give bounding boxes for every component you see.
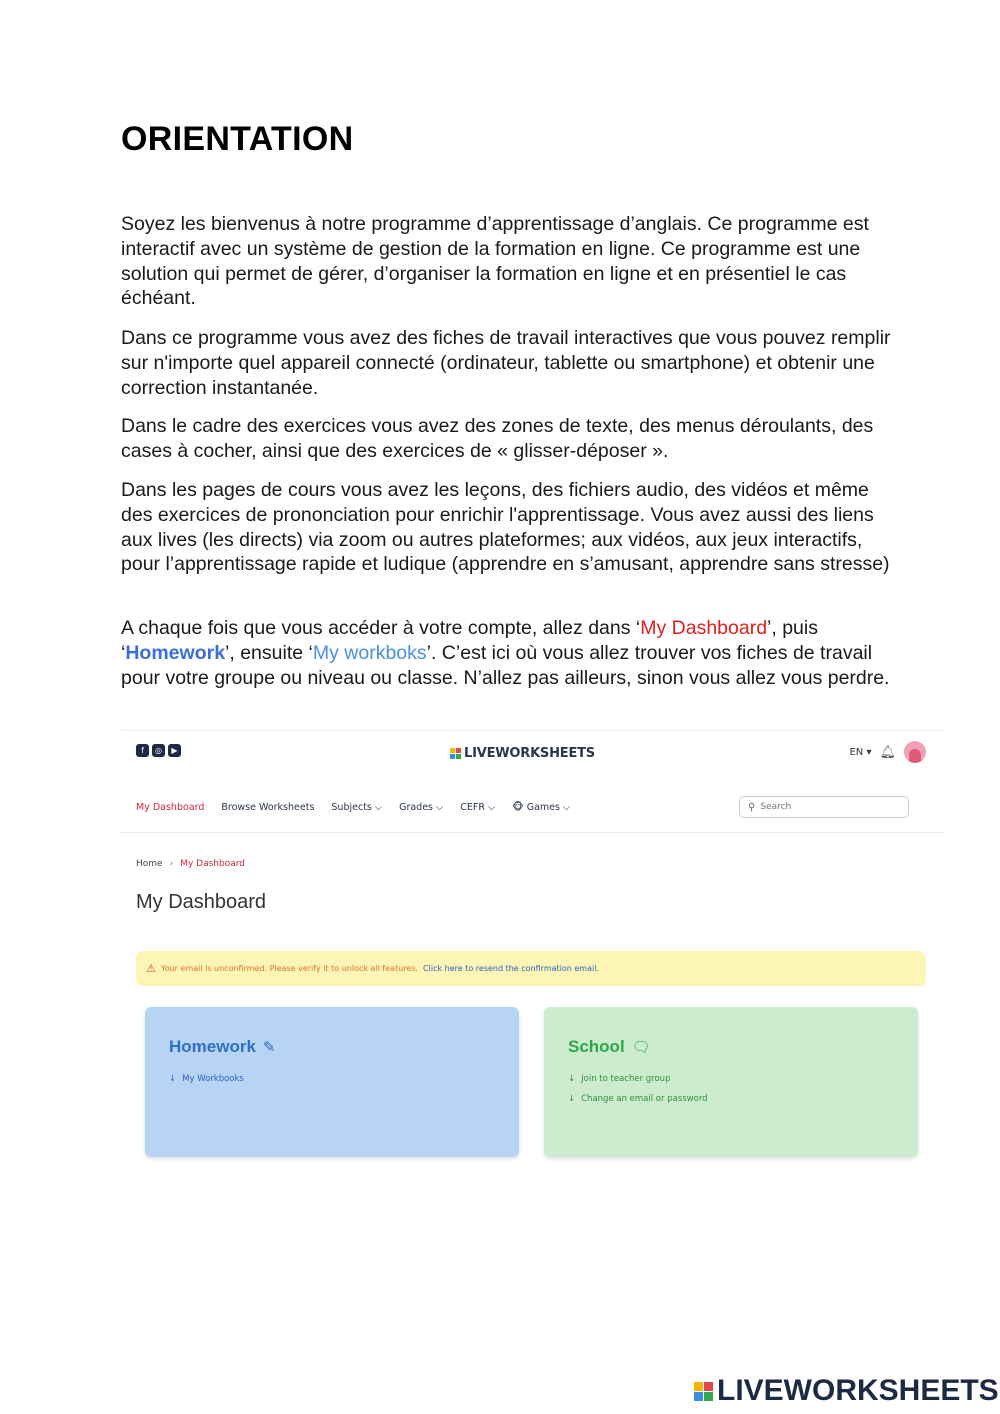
my-workbooks-label: My Workbooks [182, 1074, 244, 1084]
join-teacher-group-label: Join to teacher group [581, 1074, 671, 1084]
footer-logo [694, 1374, 999, 1408]
arrow-down-icon: ↓ [568, 1094, 576, 1104]
page-title: My Dashboard [136, 891, 267, 913]
main-nav [136, 802, 570, 813]
dashboard-screenshot [121, 730, 944, 1171]
school-card [544, 1007, 918, 1157]
instructions-text: ’, puis ‘ [121, 617, 818, 664]
logo-grid-icon [450, 748, 461, 759]
alert-text: Your email is unconfirmed. Please verify it to unlock all features. [160, 964, 419, 973]
facebook-icon[interactable]: f [136, 744, 149, 757]
brand-name: LIVEWORKSHEETS [464, 746, 595, 761]
my-workbooks-mention: My workboks [312, 641, 427, 664]
nav-subjects[interactable]: Subjects ⌵ [331, 802, 383, 813]
search-input[interactable] [760, 802, 890, 812]
logo-square [704, 1392, 713, 1401]
chevron-right-icon: › [169, 859, 174, 869]
avatar[interactable] [904, 741, 926, 763]
paragraph-welcome: Soyez les bienvenus à notre programme d’apprentissage d’anglais. Ce programme est interactif avec un système de gestion de la formation en ligne. Ce programme est une solution qui permet de gérer, d’organiser la formation en ligne et en présentiel le cas échéant. [121, 213, 869, 310]
header-actions [849, 741, 926, 763]
homework-title-text: Homework [169, 1037, 256, 1056]
language-selector[interactable]: EN ▾ [849, 746, 872, 758]
breadcrumb-current: My Dashboard [180, 859, 245, 869]
social-links [136, 744, 181, 757]
logo-square [450, 748, 455, 753]
logo-square [456, 748, 461, 753]
nav-games[interactable] [512, 802, 570, 813]
my-workbooks-link[interactable] [169, 1074, 244, 1084]
arrow-down-icon: ↓ [568, 1074, 576, 1084]
join-teacher-group-link[interactable] [568, 1074, 670, 1084]
warning-icon: ⚠ [146, 962, 156, 975]
bell-icon[interactable]: 🔔︎ [879, 744, 896, 760]
resend-email-link[interactable]: Click here to resend the confirmation email. [423, 964, 599, 973]
breadcrumb [136, 859, 245, 869]
homework-card-title[interactable] [169, 1037, 276, 1057]
nav-cefr[interactable]: CEFR ⌵ [460, 802, 496, 813]
email-alert [136, 951, 926, 986]
instagram-icon[interactable]: ◎ [152, 744, 165, 757]
nav-divider [121, 832, 944, 833]
logo-square [456, 754, 461, 759]
logo-square [694, 1382, 703, 1391]
search-box[interactable] [739, 796, 909, 818]
footer-brand-name: LIVEWORKSHEETS [717, 1374, 999, 1407]
youtube-icon[interactable]: ▶ [168, 744, 181, 757]
nav-my-dashboard[interactable]: My Dashboard [136, 802, 205, 813]
change-email-label: Change an email or password [581, 1094, 708, 1104]
nav-browse-worksheets[interactable]: Browse Worksheets [221, 802, 315, 813]
logo-square [450, 754, 455, 759]
instructions-text: ’, ensuite ‘ [225, 641, 313, 664]
paragraph-worksheets: Dans ce programme vous avez des fiches de travail interactives que vous pouvez remplir sur n'importe quel appareil connecté (ordinateur, tablette ou smartphone) et obtenir une correction instantanée. [121, 327, 891, 399]
paragraph-exercises: Dans le cadre des exercices vous avez des zones de texte, des menus déroulants, des cases à cocher, ainsi que des exercices de « glisser-déposer ». [121, 415, 874, 462]
avatar-silhouette [909, 749, 921, 763]
brand-logo[interactable] [450, 746, 595, 761]
logo-grid-icon [694, 1382, 713, 1401]
search-icon: ⚲ [748, 801, 756, 813]
nav-grades[interactable]: Grades ⌵ [399, 802, 444, 813]
document-title: ORIENTATION [121, 120, 354, 158]
nav-games-label: Games ⌵ [526, 802, 571, 813]
logo-square [694, 1392, 703, 1401]
games-icon: 🐵︎ [512, 802, 524, 813]
logo-square [704, 1382, 713, 1391]
instructions-text: A chaque fois que vous accéder à votre compte, allez dans ‘ [121, 617, 641, 639]
paragraph-instructions [121, 616, 891, 690]
change-email-link[interactable] [568, 1094, 708, 1104]
my-dashboard-mention: My Dashboard [640, 617, 768, 639]
pencil-icon: ✎ [262, 1039, 276, 1056]
homework-card [145, 1007, 519, 1157]
school-title-text: School [568, 1037, 625, 1056]
homework-mention: Homework [125, 641, 226, 664]
speech-bubble-icon: 🗨︎ [631, 1039, 651, 1056]
paragraph-lessons: Dans les pages de cours vous avez les leçons, des fichiers audio, des vidéos et même des exercices de prononciation pour enrichir l'apprentissage. Vous avez aussi des liens aux lives (les directs) via zoom ou autres plateformes; aux vidéos, aux jeux interactifs, pour l’apprentissage rapide et ludique (apprendre en s’amusant, apprendre sans stresse) [121, 479, 890, 576]
instructions-text: ’. C’est ici où vous allez trouver vos fiches de travail pour votre groupe ou niveau ou classe. N’allez pas ailleurs, sinon vous allez vous perdre. [121, 641, 890, 689]
school-card-title[interactable] [568, 1037, 651, 1057]
breadcrumb-home[interactable]: Home [136, 859, 163, 869]
arrow-down-icon: ↓ [169, 1074, 177, 1084]
